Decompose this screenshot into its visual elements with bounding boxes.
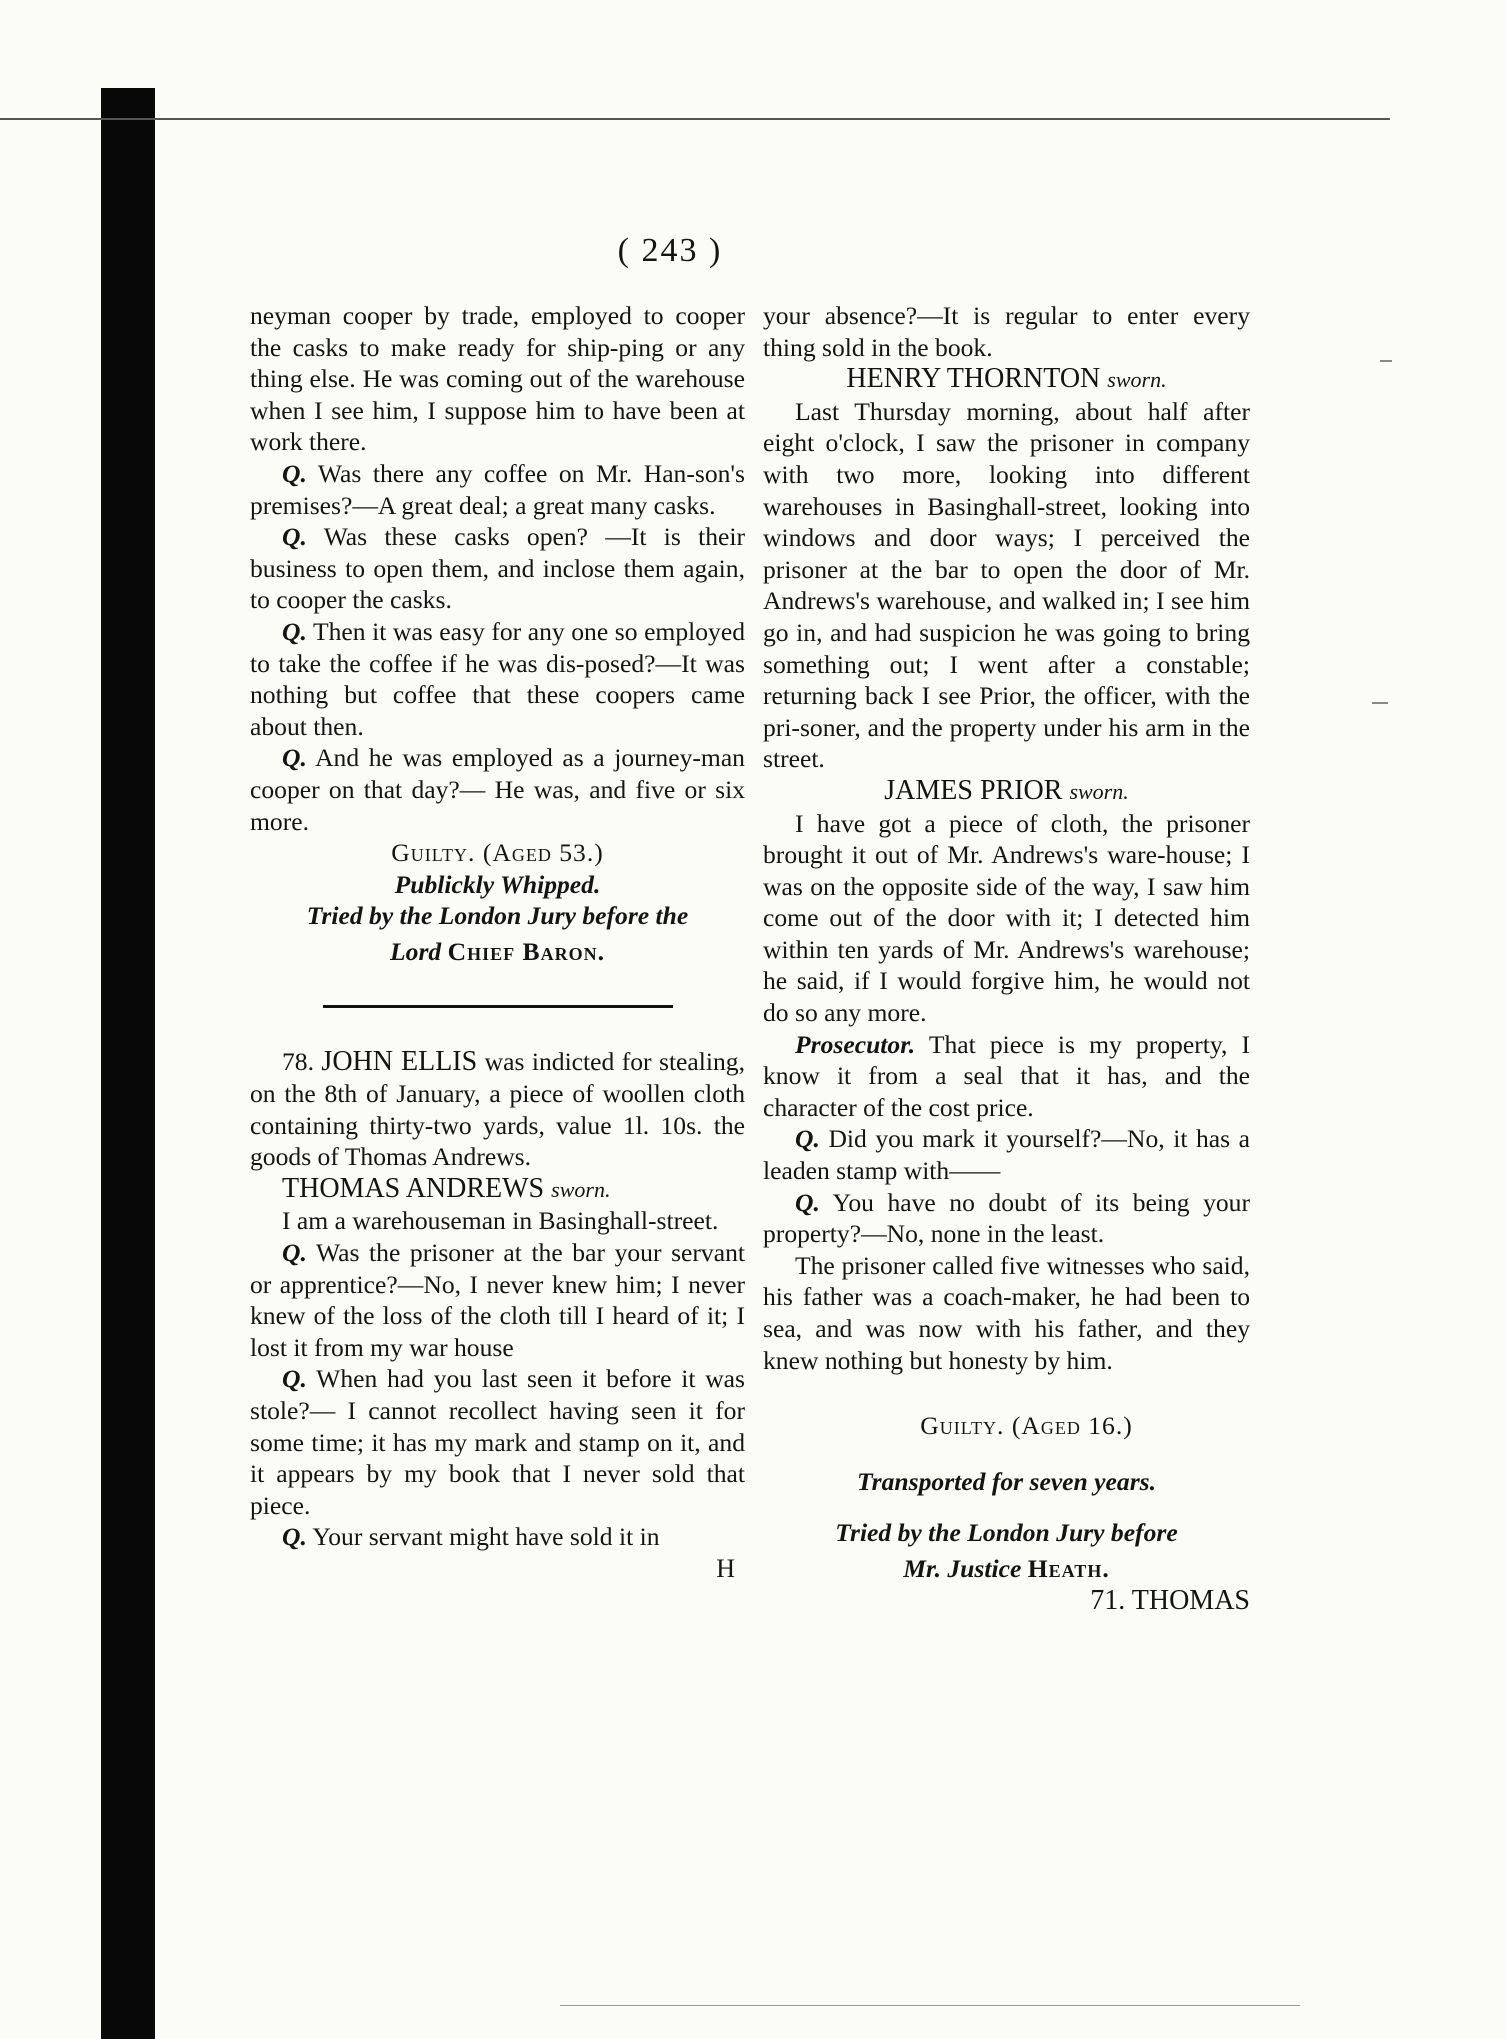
qa-paragraph — [250, 1363, 745, 1521]
scan-mark — [1380, 360, 1392, 362]
qa-text: Was the prisoner at the bar your servant or apprentice?—No, I never knew him; I never knew of the loss of the cloth till I heard of it; I lost it from my war house — [250, 1238, 745, 1362]
paragraph: Last Thursday morning, about half after eight o'clock, I saw the prisoner in company with two more, looking into different warehouses in Basinghall-street, looking into windows and door ways; I perceived the prisoner at the bar to open the door of Mr. Andrews's warehouse, and walked in; I see him go in, and had suspicion he was going to bring something out; I went after a constable; returning back I see Prior, the officer, with the pri-soner, and the property under his arm in the street. — [763, 396, 1250, 774]
question-mark-label: Q. — [795, 1124, 820, 1154]
left-column — [250, 300, 745, 1585]
trial-court: Tried by the London Jury before the — [306, 901, 689, 931]
witness-heading — [763, 363, 1250, 396]
question-mark-label: Q. — [282, 616, 307, 646]
qa-text: Was these casks open? —It is their business to open them, and inclose them again, to cooper the casks. — [250, 522, 745, 615]
witness-heading — [763, 775, 1250, 808]
verdict: Guilty. (Aged 53.) — [391, 838, 604, 868]
case-number: 78. — [282, 1047, 314, 1077]
page-number: ( 243 ) — [617, 232, 723, 269]
judge-title: Lord — [390, 936, 442, 966]
qa-paragraph — [250, 458, 745, 521]
paragraph: I have got a piece of cloth, the prisoner brought it out of Mr. Andrews's ware-house; I was on the opposite side of the way, I saw him come out of the door with it; I detected him within ten yards of Mr. Andrews's warehouse; he said, if I would forgive him, he would not do so any more. — [763, 808, 1250, 1028]
catchword: 71. THOMAS — [1090, 1584, 1250, 1616]
paragraph: neyman cooper by trade, employed to cooper the casks to make ready for ship-ping or any thing else. He was coming out of the warehouse when I see him, I suppose him to have been at work there. — [250, 301, 745, 457]
qa-paragraph — [250, 1521, 745, 1553]
trial-judge — [250, 936, 745, 968]
sentence: Publickly Whipped. — [394, 869, 601, 899]
bottom-scan-rule — [560, 2005, 1300, 2006]
qa-paragraph — [250, 521, 745, 616]
qa-text: Then it was easy for any one so employed to take the coffee if he was dis-posed?—It was nothing but coffee that these coopers came about then. — [250, 616, 745, 741]
qa-text: And he was employed as a journey-man cooper on that day?— He was, and five or six more. — [250, 743, 745, 836]
qa-paragraph — [250, 1237, 745, 1363]
qa-text: You have no doubt of its being your property?—No, none in the least. — [763, 1187, 1250, 1249]
judge-name: Chief Baron. — [447, 936, 605, 966]
question-mark-label: Q. — [282, 743, 307, 773]
scan-mark — [1372, 702, 1388, 704]
verdict: Guilty. (Aged 16.) — [920, 1411, 1133, 1441]
sworn-label: sworn. — [1069, 778, 1129, 804]
witness-name: JAMES PRIOR — [884, 774, 1063, 806]
prosecutor-text: That piece is my property, I know it from a seal that it has, and the character of the cost price. — [763, 1029, 1251, 1122]
qa-paragraph — [763, 1123, 1250, 1186]
question-mark-label: Q. — [282, 1364, 307, 1394]
paragraph: your absence?—It is regular to enter every thing sold in the book. — [763, 301, 1250, 362]
indictment-text: was indicted for stealing, on the 8th of January, a piece of woollen cloth containing thirty-two yards, value 1l. 10s. the goods of Thomas Andrews. — [250, 1047, 745, 1172]
question-mark-label: Q. — [282, 522, 307, 552]
sworn-label: sworn. — [551, 1176, 611, 1202]
qa-text: Did you mark it yourself?—No, it has a leaden stamp with—— — [763, 1124, 1250, 1186]
qa-paragraph — [250, 616, 745, 742]
prosecutor-label: Prosecutor. — [795, 1029, 916, 1059]
witness-name: THOMAS ANDREWS — [282, 1172, 545, 1204]
prosecutor-paragraph — [763, 1029, 1250, 1124]
trial-judge — [763, 1553, 1250, 1585]
paragraph: I am a warehouseman in Basinghall-street. — [282, 1206, 719, 1236]
witness-name: HENRY THORNTON — [846, 363, 1101, 395]
qa-text: Was there any coffee on Mr. Han-son's premises?—A great deal; a great many casks. — [250, 458, 745, 520]
signature-mark: H — [716, 1553, 735, 1583]
witness-heading — [250, 1173, 745, 1206]
judge-name: Heath. — [1027, 1553, 1110, 1583]
case-heading — [250, 1046, 745, 1172]
qa-paragraph — [763, 1187, 1250, 1250]
defendant-name: JOHN ELLIS — [321, 1046, 478, 1078]
sworn-label: sworn. — [1107, 367, 1167, 393]
qa-paragraph — [250, 742, 745, 837]
paragraph: The prisoner called five witnesses who said, his father was a coach-maker, he had been to sea, and was now with his father, and they knew nothing but honesty by him. — [763, 1250, 1250, 1375]
question-mark-label: Q. — [282, 1522, 307, 1552]
question-mark-label: Q. — [282, 458, 307, 488]
judge-title: Mr. Justice — [903, 1553, 1022, 1583]
trial-court: Tried by the London Jury before — [835, 1518, 1178, 1548]
section-divider — [323, 1005, 673, 1008]
sentence: Transported for seven years. — [856, 1466, 1157, 1496]
binding-edge — [101, 88, 155, 2039]
question-mark-label: Q. — [795, 1187, 820, 1217]
qa-text: Your servant might have sold it in — [312, 1522, 660, 1552]
qa-text: When had you last seen it before it was stole?— I cannot recollect having seen it for some time; it has my mark and stamp on it, and it appears by my book that I never sold that piece. — [250, 1364, 746, 1520]
question-mark-label: Q. — [282, 1238, 307, 1268]
top-rule — [0, 118, 1390, 120]
right-column — [763, 300, 1250, 1616]
